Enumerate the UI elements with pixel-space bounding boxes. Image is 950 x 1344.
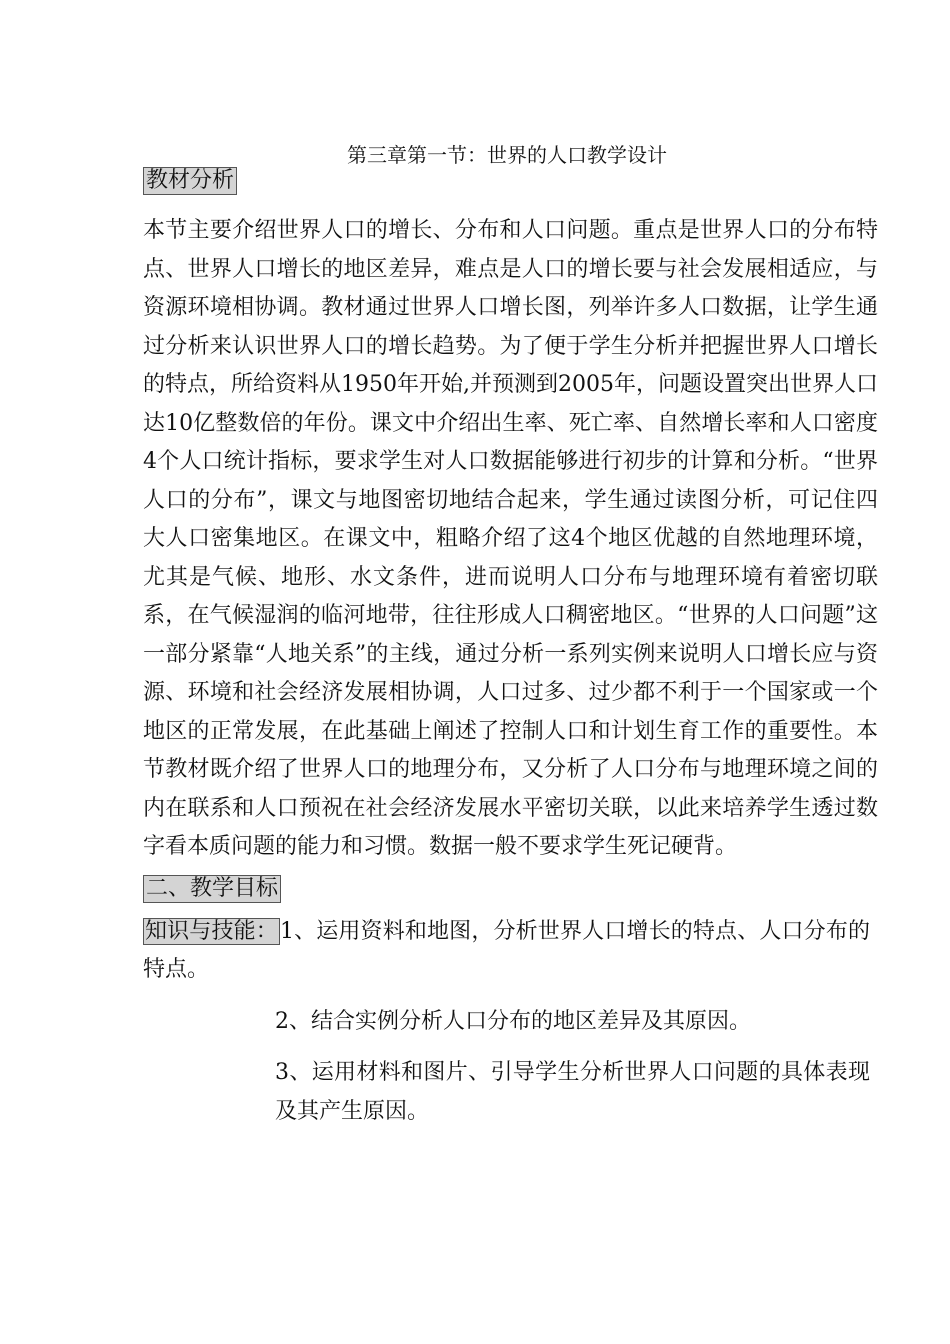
document-title: 第三章第一节：世界的人口教学设计 [347,143,667,167]
knowledge-skill-item-1 [143,913,870,990]
document-content [143,167,878,1131]
textbook-analysis-paragraph: 本节主要介绍世界人口的增长、分布和人口问题。重点是世界人口的分布特点、世界人口增长的地区差异，难点是人口的增长要与社会发展相适应，与资源环境相协调。教材通过世界人口增长图，列举许多人口数据，让学生通过分析来认识世界人口的增长趋势。为了便于学生分析并把握世界人口增长的特点，所给资料从1950年开始,并预测到2005年，问题设置突出世界人口达10亿整数倍的年份。课文中介绍出生率、死亡率、自然增长率和人口密度4个人口统计指标，要求学生对人口数据能够进行初步的计算和分析。“世界人口的分布”，课文与地图密切地结合起来，学生通过读图分析，可记住四大人口密集地区。在课文中，粗略介绍了这4个地区优越的自然地理环境，尤其是气候、地形、水文条件，进而说明人口分布与地理环境有着密切联系，在气候湿润的临河地带，往往形成人口稠密地区。“世界的人口问题”这一部分紧靠“人地关系”的主线，通过分析一系列实例来说明人口增长应与资源、环境和社会经济发展相协调，人口过多、过少都不利于一个国家或一个地区的正常发展，在此基础上阐述了控制人口和计划生育工作的重要性。本节教材既介绍了世界人口的地理分布，又分析了人口分布与地理环境之间的内在联系和人口预祝在社会经济发展水平密切关联，以此来培养学生透过数字看本质问题的能力和习惯。数据一般不要求学生死记硬背。 [143,218,878,859]
knowledge-skill-item-2: 2、结合实例分析人口分布的地区差异及其原因。 [275,1008,751,1034]
knowledge-skill-item-3: 3、运用材料和图片、引导学生分析世界人口问题的具体表现及其产生原因。 [275,1060,870,1124]
knowledge-skill-label: 知识与技能： [145,918,278,944]
section-heading-teaching-goals: 二、教学目标 [143,875,281,903]
knowledge-skill-item-1-text: 1、运用资料和地图，分析世界人口增长的特点、人口分布的特点。 [143,918,870,982]
section-heading-textbook-analysis: 教材分析 [143,167,237,195]
